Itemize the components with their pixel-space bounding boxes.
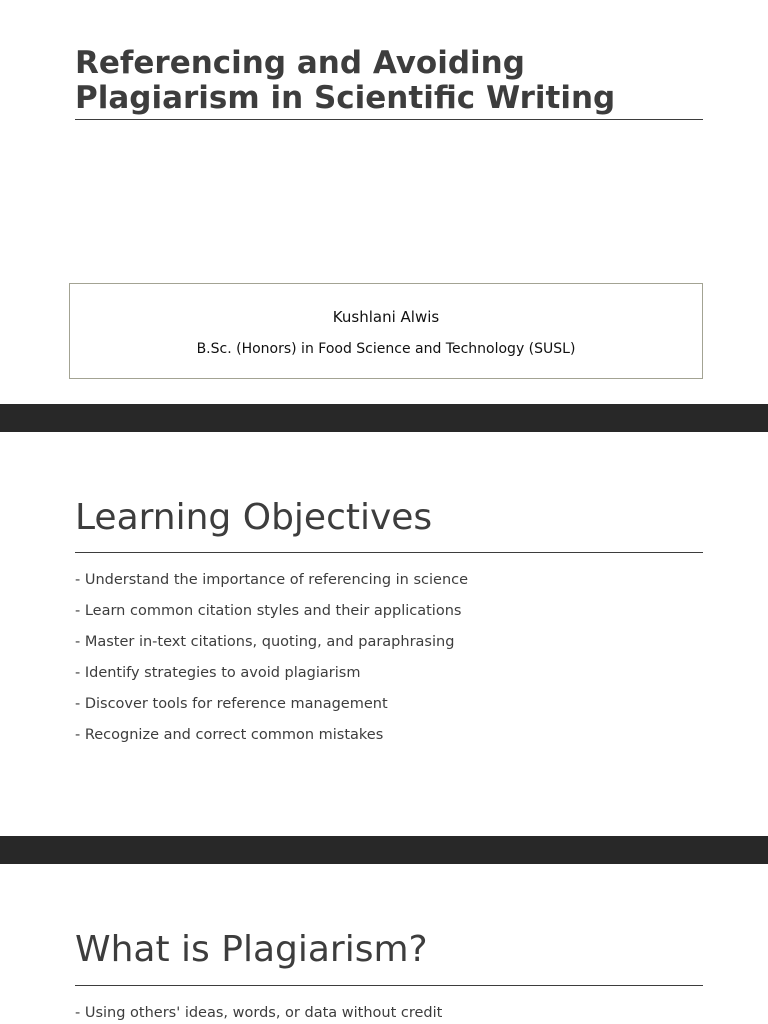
plagiarism-definition-slide	[0, 864, 768, 1024]
title-line-1: Referencing and Avoiding	[75, 45, 525, 81]
slide-heading: Learning Objectives	[75, 497, 433, 538]
list-item: - Understand the importance of referencing in science	[75, 572, 469, 588]
objectives-list	[75, 565, 468, 751]
title-underline	[75, 119, 703, 120]
heading-underline	[75, 985, 703, 986]
list-item: - Recognize and correct common mistakes	[75, 727, 384, 743]
presentation-title	[75, 46, 705, 116]
author-name: Kushlani Alwis	[332, 308, 440, 326]
author-degree: B.Sc. (Honors) in Food Science and Technology (SUSL)	[196, 341, 576, 357]
definition-list	[75, 998, 442, 1024]
list-item: - Discover tools for reference management	[75, 696, 388, 712]
slide-separator	[0, 836, 768, 864]
title-slide	[0, 0, 768, 404]
slide-heading: What is Plagiarism?	[75, 929, 428, 970]
author-box	[69, 283, 703, 379]
learning-objectives-slide	[0, 432, 768, 836]
slide-separator	[0, 404, 768, 432]
title-line-2: Plagiarism in Scientific Writing	[75, 80, 616, 116]
list-item: - Using others' ideas, words, or data without credit	[75, 1005, 443, 1021]
list-item: - Learn common citation styles and their applications	[75, 603, 462, 619]
heading-underline	[75, 552, 703, 553]
list-item: - Identify strategies to avoid plagiarism	[75, 665, 361, 681]
list-item: - Master in-text citations, quoting, and paraphrasing	[75, 634, 455, 650]
